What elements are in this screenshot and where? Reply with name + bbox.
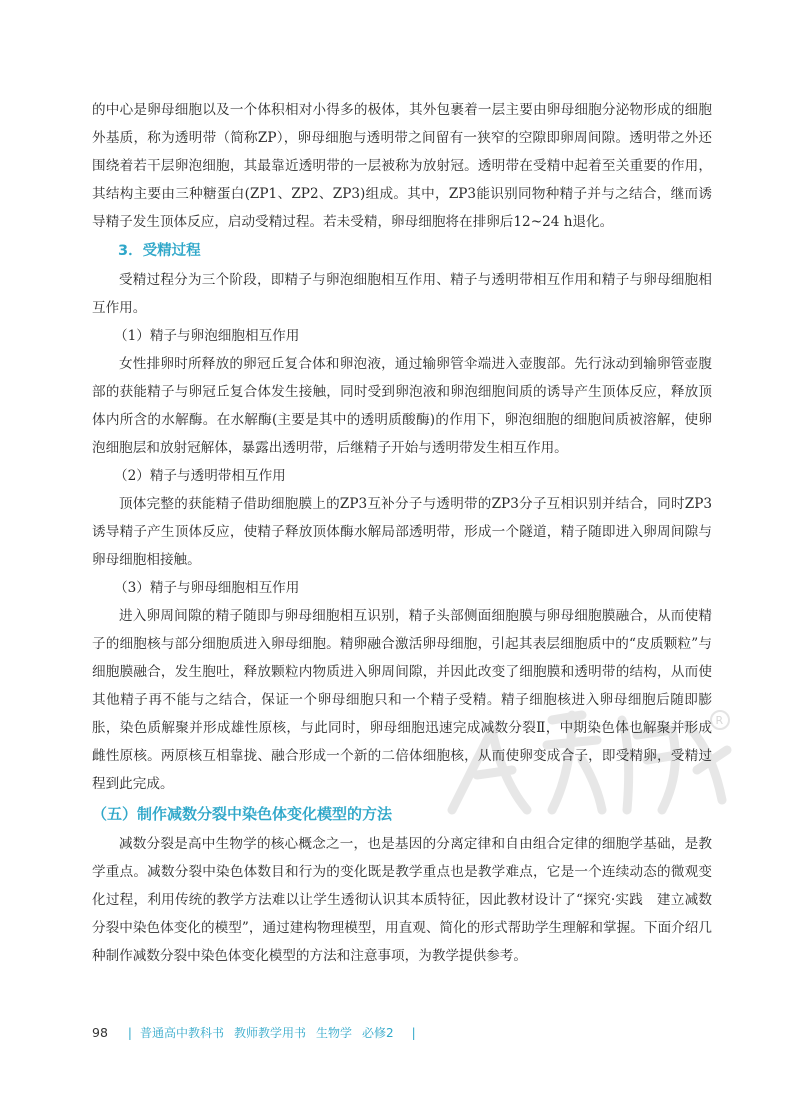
paragraph-sperm-oocyte: 进入卵周间隙的精子随即与卵母细胞相互识别，精子头部侧面细胞膜与卵母细胞膜融合，从而使精子的细胞核与部分细胞质进入卵母细胞。精卵融合激活卵母细胞，引起其表层细胞质中的“皮质颗粒”与细胞膜融合，发生胞吐，释放颗粒内物质进入卵周间隙，并因此改变了细胞膜和透明带的结构，从而使其他精子再不能与之结合，保证一个卵母细胞只和一个精子受精。精子细胞核进入卵母细胞后随即膨胀，染色质解聚并形成雄性原核，与此同时，卵母细胞迅速完成减数分裂Ⅱ，中期染色体也解聚并形成雌性原核。两原核互相靠拢、融合形成一个新的二倍体细胞核，从而使卵变成合子，即受精卵，受精过程到此完成。 xyxy=(92,608,712,792)
footer-divider: | xyxy=(127,1025,132,1040)
footer-divider-end: | xyxy=(411,1025,416,1040)
item-title-sperm-oocyte: （3）精子与卵母细胞相互作用 xyxy=(114,580,300,596)
paragraph-meiosis-model: 减数分裂是高中生物学的核心概念之一，也是基因的分离定律和自由组合定律的细胞学基础，是教学重点。减数分裂中染色体数目和行为的变化既是教学重点也是教学难点，它是一个连续动态的微观变化过程，利用传统的教学方法难以让学生透彻认识其本质特征，因此教材设计了“探究·实践 建立减数分裂中染色体变化的模型”，通过建构物理模型，用直观、简化的形式帮助学生理解和掌握。下面介绍几种制作减数分裂中染色体变化模型的方法和注意事项，为教学提供参考。 xyxy=(92,836,712,964)
page-number: 98 xyxy=(92,1025,108,1040)
paragraph-sperm-zona: 顶体完整的获能精子借助细胞膜上的ZP3互补分子与透明带的ZP3分子互相识别并结合，同时ZP3诱导精子产生顶体反应，使精子释放顶体酶水解局部透明带，形成一个隧道，精子随即进入卵周间隙与卵母细胞相接触。 xyxy=(92,496,712,568)
body-text xyxy=(92,96,712,970)
paragraph-zona-pellucida: 的中心是卵母细胞以及一个体积相对小得多的极体，其外包裹着一层主要由卵母细胞分泌物形成的细胞外基质，称为透明带（简称ZP），卵母细胞与透明带之间留有一狭窄的空隙即卵周间隙。透明带之外还围绕着若干层卵泡细胞，其最靠近透明带的一层被称为放射冠。透明带在受精中起着至关重要的作用，其结构主要由三种糖蛋白(ZP1、ZP2、ZP3)组成。其中，ZP3能识别同物种精子并与之结合，继而诱导精子发生顶体反应，启动受精过程。若未受精，卵母细胞将在排卵后12~24 h退化。 xyxy=(92,102,712,230)
svg-text:R: R xyxy=(715,714,724,727)
paragraph-sperm-follicle: 女性排卵时所释放的卵冠丘复合体和卵泡液，通过输卵管伞端进入壶腹部。先行泳动到输卵管壶腹部的获能精子与卵冠丘复合体发生接触，同时受到卵泡液和卵泡细胞间质的诱导产生顶体反应，释放顶体内所含的水解酶。在水解酶(主要是其中的透明质酸酶)的作用下，卵泡细胞的细胞间质被溶解，使卵泡细胞层和放射冠解体，暴露出透明带，后继精子开始与透明带发生相互作用。 xyxy=(92,356,712,456)
section-heading-meiosis-model: （五）制作减数分裂中染色体变化模型的方法 xyxy=(92,805,393,823)
footer-subject: 生物学 xyxy=(315,1026,352,1040)
footer-book-series: 普通高中教科书 xyxy=(139,1026,224,1040)
heading-fertilization-process: 3．受精过程 xyxy=(118,243,201,259)
footer-volume: 必修2 xyxy=(362,1026,394,1040)
item-title-sperm-follicle: （1）精子与卵泡细胞相互作用 xyxy=(114,328,300,344)
item-title-sperm-zona: （2）精子与透明带相互作用 xyxy=(114,468,286,484)
page-footer xyxy=(92,1024,712,1041)
footer-book-type: 教师教学用书 xyxy=(233,1026,306,1040)
paragraph-fertilization-stages: 受精过程分为三个阶段，即精子与卵泡细胞相互作用、精子与透明带相互作用和精子与卵母细胞相互作用。 xyxy=(92,272,712,316)
